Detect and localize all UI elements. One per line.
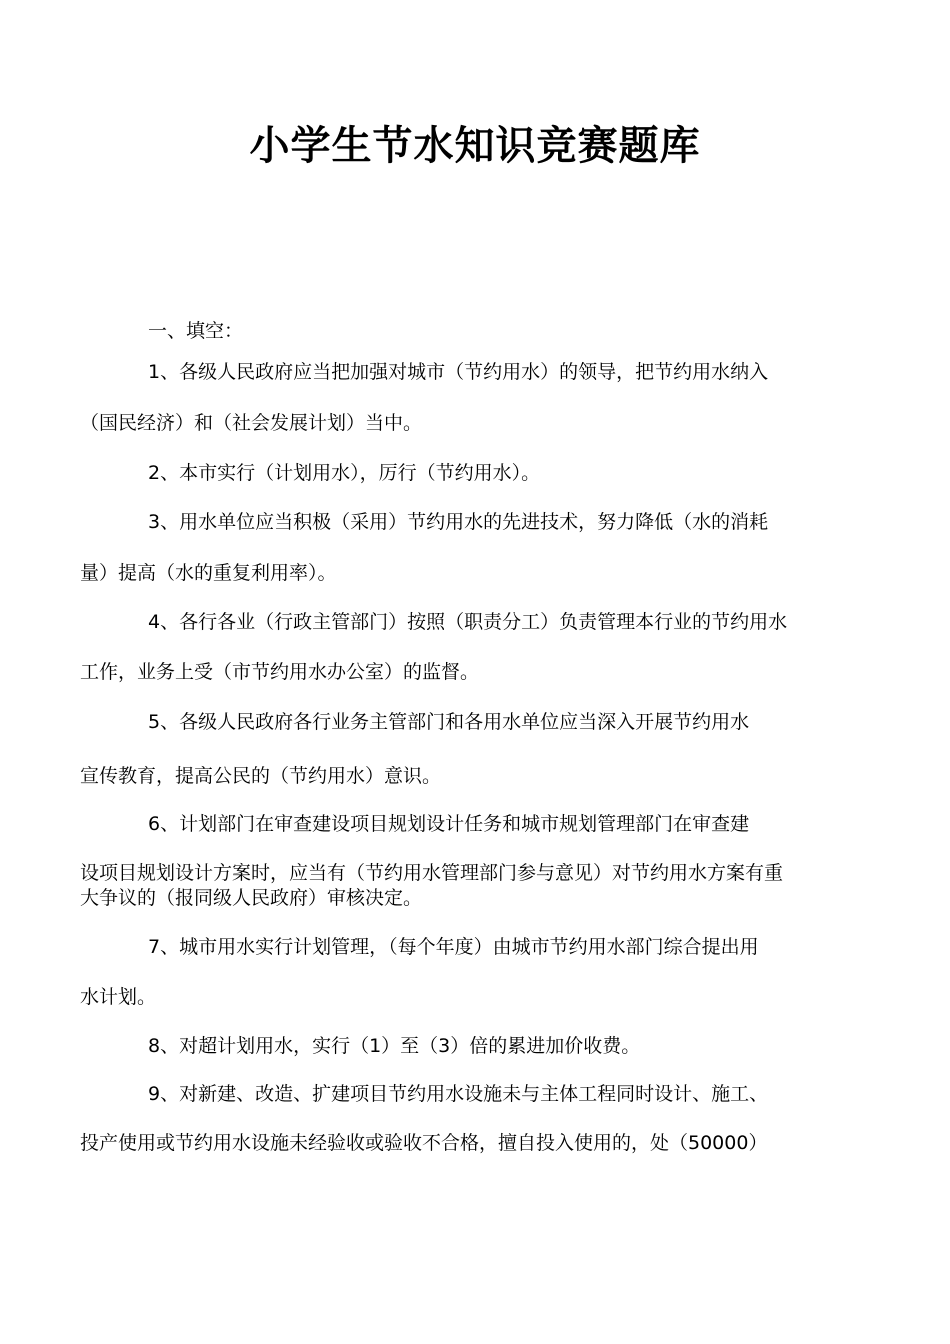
section-heading: 一、填空： [148,320,244,342]
question-2-line-1: 2、本市实行（计划用水），厉行（节约用水）。 [148,462,541,484]
question-7-line-1: 7、城市用水实行计划管理，（每个年度）由城市节约用水部门综合提出用 [148,936,759,958]
question-6-line-2: 设项目规划设计方案时，应当有（节约用水管理部门参与意见）对节约用水方案有重 [80,862,784,884]
question-1-line-1: 1、各级人民政府应当把加强对城市（节约用水）的领导，把节约用水纳入 [148,361,769,383]
question-9-line-1: 9、对新建、改造、扩建项目节约用水设施未与主体工程同时设计、施工、 [148,1083,769,1105]
question-6-line-3: 大争议的（报同级人民政府）审核决定。 [80,887,423,909]
question-5-line-2: 宣传教育，提高公民的（节约用水）意识。 [80,765,442,787]
question-5-line-1: 5、各级人民政府各行业务主管部门和各用水单位应当深入开展节约用水 [148,711,750,733]
question-3-line-2: 量）提高（水的重复利用率）。 [80,562,337,584]
document-title: 小学生节水知识竞赛题库 [249,123,701,169]
question-6-line-1: 6、计划部门在审查建设项目规划设计任务和城市规划管理部门在审查建 [148,813,750,835]
question-4-line-1: 4、各行各业（行政主管部门）按照（职责分工）负责管理本行业的节约用水 [148,611,788,633]
question-8-line-1: 8、对超计划用水，实行（1）至（3）倍的累进加价收费。 [148,1035,641,1057]
question-4-line-2: 工作，业务上受（市节约用水办公室）的监督。 [80,661,480,683]
question-9-line-2: 投产使用或节约用水设施未经验收或验收不合格，擅自投入使用的，处（50000） [80,1132,768,1154]
question-7-line-2: 水计划。 [80,986,157,1008]
question-1-line-2: （国民经济）和（社会发展计划）当中。 [80,412,423,434]
question-3-line-1: 3、用水单位应当积极（采用）节约用水的先进技术，努力降低（水的消耗 [148,511,769,533]
